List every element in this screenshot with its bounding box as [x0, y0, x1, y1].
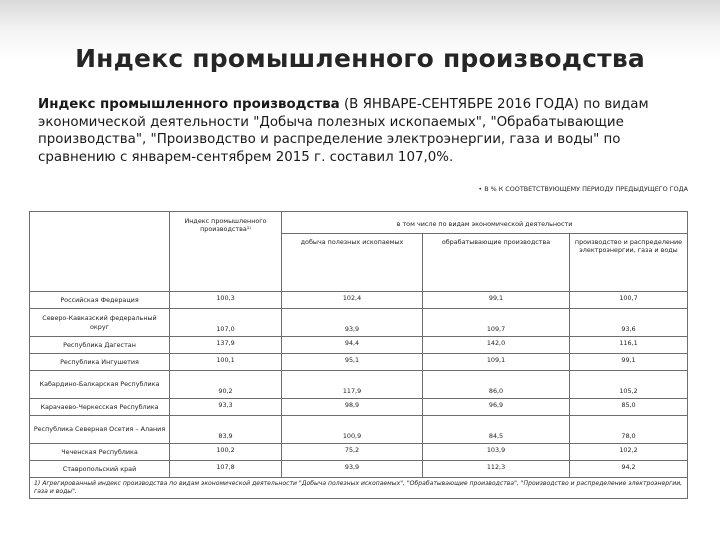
table-row — [30, 292, 688, 309]
manufacturing-value: 84,5 — [423, 416, 570, 444]
header-mining: добыча полезных ископаемых — [282, 234, 423, 292]
manufacturing-value: 103,9 — [423, 444, 570, 461]
table-row — [30, 416, 688, 444]
region-name: Республика Ингушетия — [30, 354, 170, 371]
header-group: в том числе по видам экономической деятельности — [282, 212, 688, 234]
region-name: Республика Дагестан — [30, 337, 170, 354]
table-row — [30, 337, 688, 354]
utilities-value: 93,6 — [570, 309, 688, 337]
region-name: Республика Северная Осетия – Алания — [30, 416, 170, 444]
utilities-value: 105,2 — [570, 371, 688, 399]
mining-value: 98,9 — [282, 399, 423, 416]
table-row — [30, 444, 688, 461]
region-name: Чеченская Республика — [30, 444, 170, 461]
utilities-value: 94,2 — [570, 461, 688, 478]
manufacturing-value: 86,0 — [423, 371, 570, 399]
index-value: 100,2 — [170, 444, 282, 461]
utilities-value: 100,7 — [570, 292, 688, 309]
industrial-index-table — [29, 211, 688, 499]
region-name: Северо-Кавказский федеральный округ — [30, 309, 170, 337]
slide-title: Индекс промышленного производства — [75, 44, 645, 73]
index-value: 83,9 — [170, 416, 282, 444]
manufacturing-value: 109,7 — [423, 309, 570, 337]
table-row — [30, 354, 688, 371]
manufacturing-value: 112,3 — [423, 461, 570, 478]
region-name: Российская Федерация — [30, 292, 170, 309]
mining-value: 100,9 — [282, 416, 423, 444]
mining-value: 94,4 — [282, 337, 423, 354]
index-value: 90,2 — [170, 371, 282, 399]
index-value: 107,8 — [170, 461, 282, 478]
table-header-row — [30, 212, 688, 234]
header-region-cell — [30, 212, 170, 292]
utilities-value: 85,0 — [570, 399, 688, 416]
manufacturing-value: 109,1 — [423, 354, 570, 371]
utilities-value: 116,1 — [570, 337, 688, 354]
header-index: Индекс промышленного производства¹⁾ — [170, 212, 282, 292]
table-row — [30, 371, 688, 399]
footnote-row — [30, 478, 688, 499]
summary-text: (В ЯНВАРЕ-СЕНТЯБРЕ 2016 ГОДА) по видам экономической деятельности "Добыча полезных ископаемых", "Обрабатывающие производства", "Производство и распределение электроэнергии, газа и воды" по сравнению с январем-сентябрем 2015 г. составил 107,0%. — [38, 97, 649, 165]
mining-value: 117,9 — [282, 371, 423, 399]
manufacturing-value: 142,0 — [423, 337, 570, 354]
unit-note: • В % К СООТВЕТСТВУЮЩЕМУ ПЕРИОДУ ПРЕДЫДУЩЕГО ГОДА — [478, 185, 688, 193]
utilities-value: 78,0 — [570, 416, 688, 444]
mining-value: 75,2 — [282, 444, 423, 461]
index-value: 93,3 — [170, 399, 282, 416]
index-value: 100,3 — [170, 292, 282, 309]
header-manufacturing: обрабатывающие производства — [423, 234, 570, 292]
mining-value: 93,9 — [282, 461, 423, 478]
table-row — [30, 461, 688, 478]
manufacturing-value: 99,1 — [423, 292, 570, 309]
summary-bold-lead: Индекс промышленного производства — [38, 97, 340, 112]
mining-value: 95,1 — [282, 354, 423, 371]
mining-value: 93,9 — [282, 309, 423, 337]
table-footnote: 1) Агрегированный индекс производства по видам экономической деятельности "Добыча полезных ископаемых", "Обрабатывающие производства", "Производство и распределение электроэнергии, газа и воды". — [30, 478, 688, 499]
mining-value: 102,4 — [282, 292, 423, 309]
header-utilities: производство и распределение электроэнергии, газа и воды — [570, 234, 688, 292]
summary-paragraph — [38, 96, 698, 166]
index-value: 137,9 — [170, 337, 282, 354]
region-name: Ставропольский край — [30, 461, 170, 478]
table-row — [30, 399, 688, 416]
manufacturing-value: 96,9 — [423, 399, 570, 416]
index-value: 100,1 — [170, 354, 282, 371]
utilities-value: 99,1 — [570, 354, 688, 371]
table-row — [30, 309, 688, 337]
index-value: 107,0 — [170, 309, 282, 337]
utilities-value: 102,2 — [570, 444, 688, 461]
region-name: Кабардино-Балкарская Республика — [30, 371, 170, 399]
region-name: Карачаево-Черкесская Республика — [30, 399, 170, 416]
